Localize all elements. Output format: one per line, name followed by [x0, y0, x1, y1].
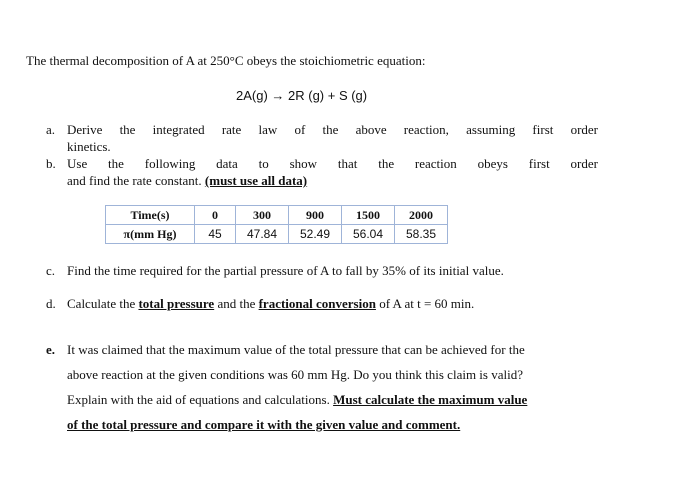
part-a-line-2: kinetics. — [67, 139, 111, 154]
data-table — [105, 205, 448, 244]
part-e-line-1: It was claimed that the maximum value of the total pressure that can be achieved for the — [67, 342, 525, 357]
table-row — [106, 225, 448, 244]
table-header-row — [106, 206, 448, 225]
table-header-cell: 0 — [195, 206, 236, 225]
part-d — [46, 296, 606, 314]
part-b-text: and find the rate constant. — [67, 173, 205, 188]
part-d-text-3: of A at t = 60 min. — [375, 296, 475, 311]
part-d-text-2: and the — [214, 296, 259, 311]
part-b — [46, 156, 598, 190]
part-e — [46, 337, 606, 437]
part-d-label: d. — [46, 296, 56, 311]
table-cell: 56.04 — [342, 225, 395, 244]
table-cell: 52.49 — [289, 225, 342, 244]
part-d-text — [67, 296, 474, 312]
table-cell: 58.35 — [395, 225, 448, 244]
reaction-equation: 2A(g) → 2R (g) + S (g) — [236, 88, 368, 103]
part-b-emphasis: (must use all data) — [204, 173, 308, 188]
part-a-line-1: Derive the integrated rate law of the above reaction, assuming first order — [67, 122, 598, 137]
part-c-text: Find the time required for the partial pressure of A to fall by 35% of its initial value. — [67, 263, 504, 278]
part-a-label: a. — [46, 122, 56, 137]
part-e-line-3 — [67, 387, 527, 412]
table-header-cell: 300 — [236, 206, 289, 225]
table-header-time: Time(s) — [106, 206, 195, 225]
part-b-line-2 — [67, 173, 307, 189]
table-header-cell: 1500 — [342, 206, 395, 225]
part-d-emphasis-fractional-conversion: fractional conversion — [258, 296, 376, 311]
part-d-text-1: Calculate the — [67, 296, 139, 311]
part-e-line-2: above reaction at the given conditions was 60 mm Hg. Do you think this claim is valid? — [67, 367, 523, 382]
part-c — [46, 263, 606, 281]
table-header-cell: 2000 — [395, 206, 448, 225]
table-cell: 45 — [195, 225, 236, 244]
part-e-line-4 — [67, 412, 460, 437]
part-b-label: b. — [46, 156, 56, 171]
part-e-emphasis-1: Must calculate the maximum value — [333, 392, 528, 407]
table-cell: 47.84 — [236, 225, 289, 244]
part-d-emphasis-total-pressure: total pressure — [138, 296, 215, 311]
part-e-text: Explain with the aid of equations and calculations. — [67, 392, 334, 407]
part-e-label: e. — [46, 342, 56, 357]
problem-intro: The thermal decomposition of A at 250°C obeys the stoichiometric equation: — [26, 53, 426, 68]
part-e-emphasis-2: of the total pressure and compare it with the given value and comment. — [67, 417, 461, 432]
table-row-label: π(mm Hg) — [106, 225, 195, 244]
part-a — [46, 122, 598, 156]
part-b-line-1: Use the following data to show that the reaction obeys first order — [67, 156, 598, 171]
part-c-label: c. — [46, 263, 56, 278]
table-header-cell: 900 — [289, 206, 342, 225]
